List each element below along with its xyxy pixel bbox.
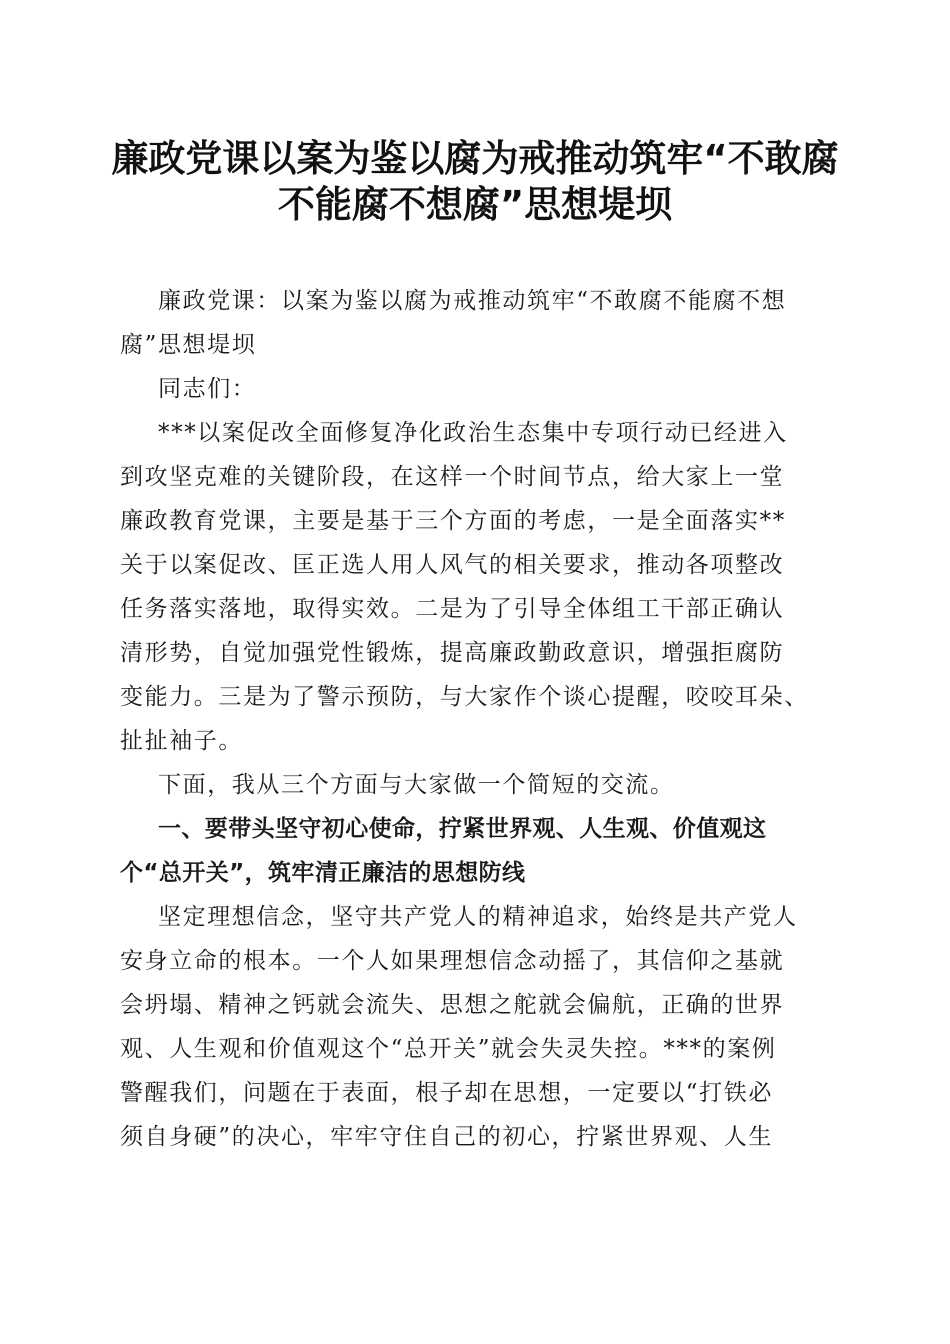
text-line: 变能力。三是为了警示预防，与大家作个谈心提醒，咬咬耳朵、 bbox=[120, 684, 809, 710]
paragraph-section-1-body bbox=[120, 895, 830, 1159]
document-body bbox=[120, 279, 830, 1159]
paragraph-transition bbox=[120, 763, 830, 807]
text-line: ***以案促改全面修复净化政治生态集中专项行动已经进入 bbox=[158, 420, 788, 446]
text-line: 关于以案促改、匡正选人用人风气的相关要求，推动各项整改 bbox=[120, 552, 785, 578]
title-line-1: 廉政党课以案为鉴以腐为戒推动筑牢“不敢腐 bbox=[111, 137, 839, 180]
document-title bbox=[110, 136, 840, 228]
text-line: 同志们： bbox=[158, 376, 257, 402]
heading-line: 个“总开关”，筑牢清正廉洁的思想防线 bbox=[120, 860, 526, 886]
text-line: 安身立命的根本。一个人如果理想信念动摇了，其信仰之基就 bbox=[120, 948, 785, 974]
text-line: 廉政教育党课，主要是基于三个方面的考虑，一是全面落实** bbox=[120, 508, 786, 534]
text-line: 坚定理想信念，坚守共产党人的精神追求，始终是共产党人 bbox=[158, 904, 798, 930]
text-line: 警醒我们，问题在于表面，根子却在思想，一定要以“打铁必 bbox=[120, 1080, 773, 1106]
text-line: 下面，我从三个方面与大家做一个简短的交流。 bbox=[158, 772, 675, 798]
text-line: 任务落实落地，取得实效。二是为了引导全体组工干部正确认 bbox=[120, 596, 785, 622]
paragraph-greeting bbox=[120, 367, 830, 411]
text-line: 扯扯袖子。 bbox=[120, 728, 243, 754]
heading-line: 一、要带头坚守初心使命，拧紧世界观、人生观、价值观这 bbox=[158, 816, 767, 842]
text-line: 廉政党课：以案为鉴以腐为戒推动筑牢“不敢腐不能腐不想 bbox=[158, 288, 787, 314]
paragraph-introduction bbox=[120, 411, 830, 763]
text-line: 观、人生观和价值观这个“总开关”就会失灵失控。***的案例 bbox=[120, 1036, 777, 1062]
text-line: 须自身硬”的决心，牢牢守住自己的初心，拧紧世界观、人生 bbox=[120, 1124, 773, 1150]
text-line: 清形势，自觉加强党性锻炼，提高廉政勤政意识，增强拒腐防 bbox=[120, 640, 785, 666]
title-line-2: 不能腐不想腐”思想堤坝 bbox=[277, 183, 673, 226]
section-heading-1 bbox=[120, 807, 830, 895]
text-line: 到攻坚克难的关键阶段，在这样一个时间节点，给大家上一堂 bbox=[120, 464, 785, 490]
text-line: 会坍塌、精神之钙就会流失、思想之舵就会偏航，正确的世界 bbox=[120, 992, 785, 1018]
paragraph-subtitle bbox=[120, 279, 830, 367]
text-line: 腐”思想堤坝 bbox=[120, 332, 257, 358]
